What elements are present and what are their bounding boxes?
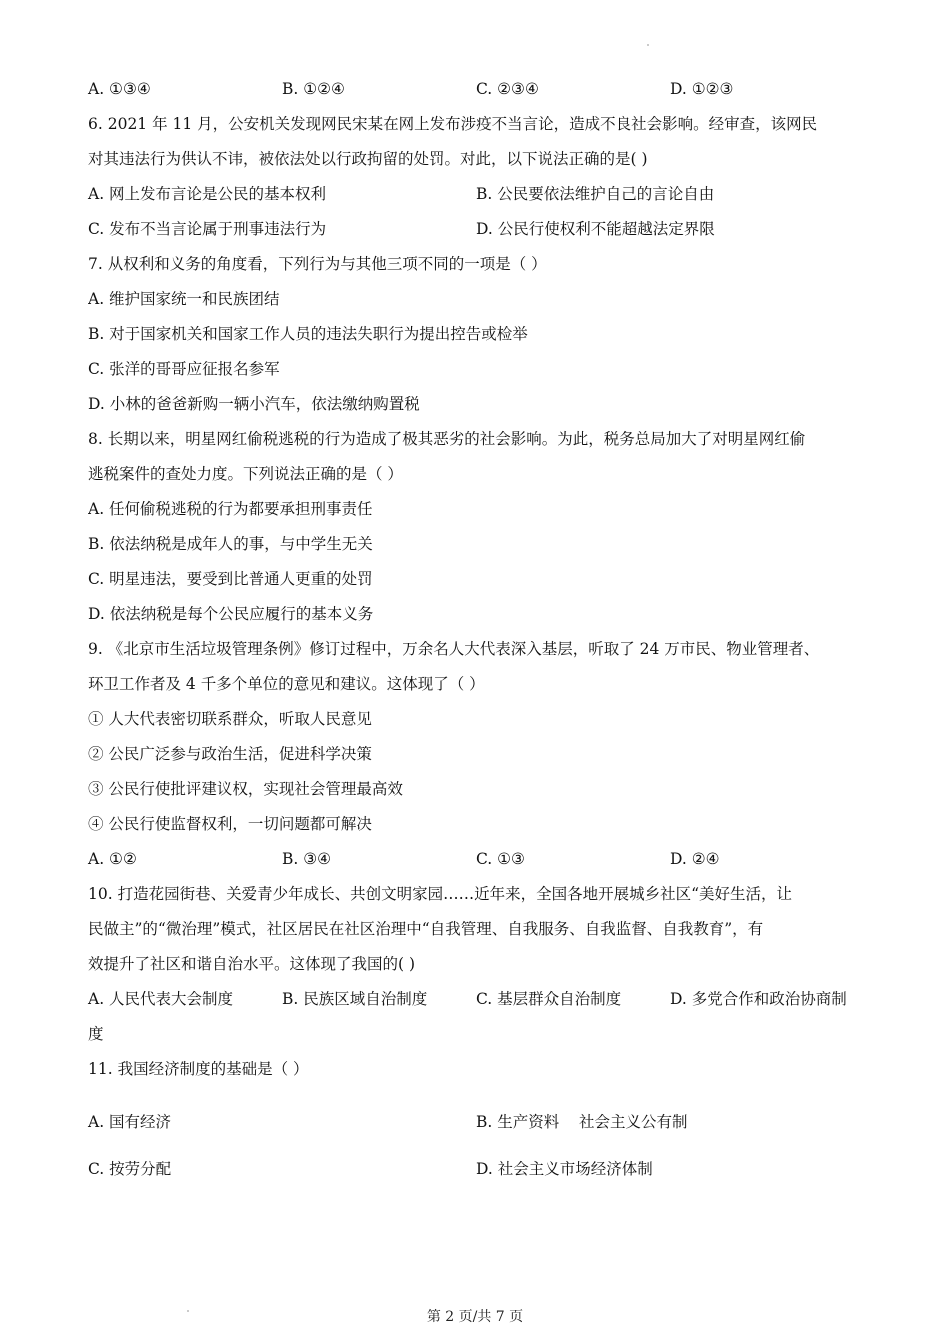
q9-stem-line-2: 环卫工作者及 4 千多个单位的意见和建议。这体现了（ ）: [88, 675, 485, 693]
q7-option-c: C. 张洋的哥哥应征报名参军: [88, 360, 280, 378]
q6-option-c: C. 发布不当言论属于刑事违法行为: [88, 220, 327, 238]
q11-options-row-1: [88, 1099, 868, 1146]
question-10: [88, 877, 868, 1052]
q6-options-row-2: [88, 212, 868, 247]
q11-option-d: D. 社会主义市场经济体制: [476, 1160, 653, 1178]
q5-option-b: B. ①②④: [282, 80, 345, 98]
q9-option-d: D. ②④: [670, 850, 720, 868]
q6-options-row-1: [88, 177, 868, 212]
question-6: [88, 107, 868, 247]
q8-stem-line-2: 逃税案件的查处力度。下列说法正确的是（ ）: [88, 465, 403, 483]
q11-option-a: A. 国有经济: [88, 1113, 172, 1131]
exam-page: [88, 72, 868, 1193]
q8-stem-line-1: 8. 长期以来，明星网红偷税逃税的行为造成了极其恶劣的社会影响。为此，税务总局加大了对明星网红偷: [88, 430, 806, 448]
q10-option-d-wrap: 度: [88, 1025, 104, 1043]
question-11: [88, 1052, 868, 1193]
question-8: [88, 422, 868, 632]
q11-stem: 11. 我国经济制度的基础是（ ）: [88, 1060, 309, 1078]
question-9: [88, 632, 868, 877]
q6-option-a: A. 网上发布言论是公民的基本权利: [88, 185, 327, 203]
q9-stem-line-1: 9. 《北京市生活垃圾管理条例》修订过程中，万余名人大代表深入基层，听取了 24 万市民、物业管理者、: [88, 640, 820, 658]
q6-stem-line-1: 6. 2021 年 11 月，公安机关发现网民宋某在网上发布涉疫不当言论，造成不良社会影响。经审查，该网民: [88, 115, 818, 133]
q10-stem-line-1: 10. 打造花园街巷、关爱青少年成长、共创文明家园……近年来，全国各地开展城乡社区“美好生活，让: [88, 885, 793, 903]
q5-option-a: A. ①③④: [88, 80, 151, 98]
q7-stem: 7. 从权利和义务的角度看，下列行为与其他三项不同的一项是（ ）: [88, 255, 547, 273]
q9-statement-3: ③ 公民行使批评建议权，实现社会管理最高效: [88, 780, 403, 798]
q5-option-c: C. ②③④: [476, 80, 539, 98]
q11-option-c: C. 按劳分配: [88, 1160, 172, 1178]
q10-option-d: D. 多党合作和政治协商制: [670, 990, 847, 1008]
q9-option-b: B. ③④: [282, 850, 332, 868]
q8-option-b: B. 依法纳税是成年人的事，与中学生无关: [88, 535, 373, 553]
q5-option-d: D. ①②③: [670, 80, 734, 98]
q9-options: [88, 842, 868, 877]
q8-option-d: D. 依法纳税是每个公民应履行的基本义务: [88, 605, 374, 623]
q9-statement-4: ④ 公民行使监督权利，一切问题都可解决: [88, 815, 372, 833]
q10-stem-line-3: 效提升了社区和谐自治水平。这体现了我国的( ): [88, 955, 416, 973]
q10-option-b: B. 民族区域自治制度: [282, 990, 428, 1008]
q7-option-a: A. 维护国家统一和民族团结: [88, 290, 280, 308]
q6-option-b: B. 公民要依法维护自己的言论自由: [476, 185, 715, 203]
q8-option-a: A. 任何偷税逃税的行为都要承担刑事责任: [88, 500, 373, 518]
q11-option-b: B. 生产资料 社会主义公有制: [476, 1113, 688, 1131]
q6-option-d: D. 公民行使权利不能超越法定界限: [476, 220, 715, 238]
q9-statement-1: ① 人大代表密切联系群众，听取人民意见: [88, 710, 372, 728]
scan-dot: [647, 44, 649, 46]
q6-stem-line-2: 对其违法行为供认不讳，被依法处以行政拘留的处罚。对此，以下说法正确的是( ): [88, 150, 648, 168]
q7-option-b: B. 对于国家机关和国家工作人员的违法失职行为提出控告或检举: [88, 325, 528, 343]
q9-option-a: A. ①②: [88, 850, 137, 868]
q9-option-c: C. ①③: [476, 850, 525, 868]
q5-options: [88, 72, 868, 107]
q11-options-row-2: [88, 1146, 868, 1193]
q7-option-d: D. 小林的爸爸新购一辆小汽车，依法缴纳购置税: [88, 395, 420, 413]
q10-option-c: C. 基层群众自治制度: [476, 990, 622, 1008]
q10-stem-line-2: 民做主”的“微治理”模式，社区居民在社区治理中“自我管理、自我服务、自我监督、自我教育”，有: [88, 920, 764, 938]
q10-options: [88, 982, 868, 1017]
question-7: [88, 247, 868, 422]
q10-option-a: A. 人民代表大会制度: [88, 990, 234, 1008]
page-footer: 第 2 页/共 7 页: [426, 1309, 524, 1325]
q9-statement-2: ② 公民广泛参与政治生活，促进科学决策: [88, 745, 372, 763]
q8-option-c: C. 明星违法，要受到比普通人更重的处罚: [88, 570, 373, 588]
